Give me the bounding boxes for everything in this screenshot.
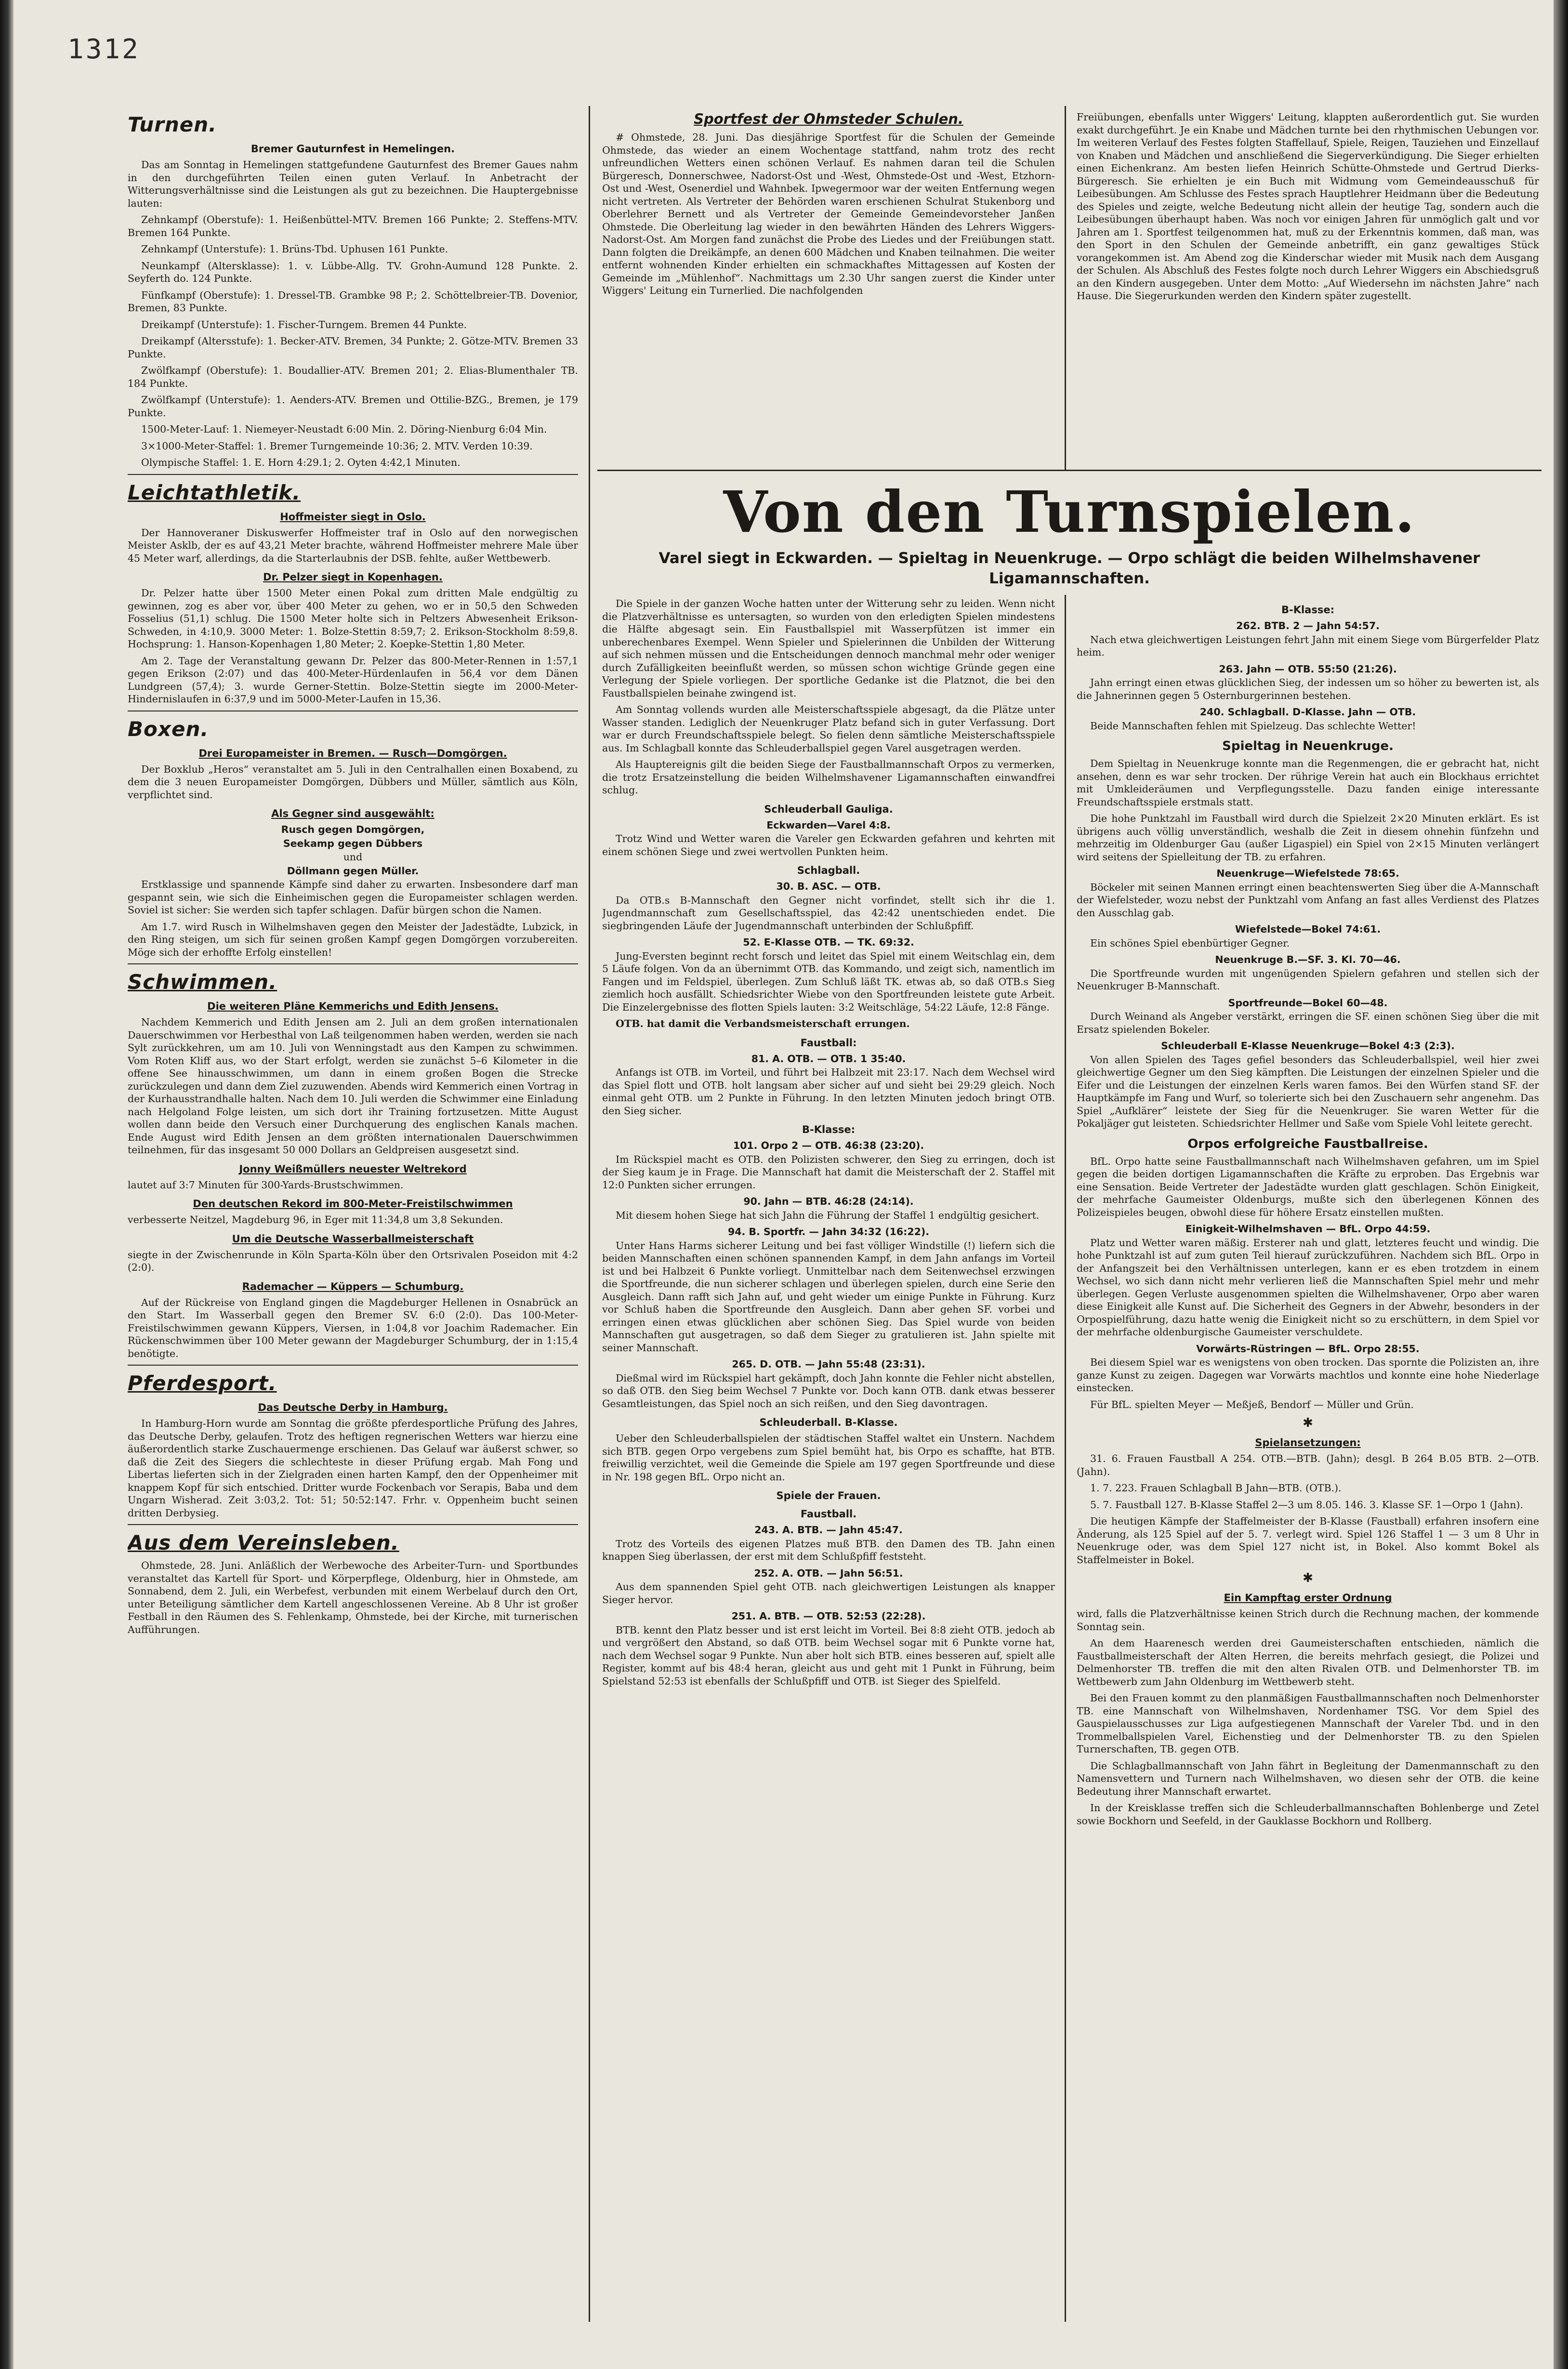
section-boxen-title: Boxen.	[128, 717, 209, 741]
match-result: 30. B. ASC. — OTB.	[776, 881, 881, 892]
schwimmen-subheading: Den deutschen Rekord im 800-Meter-Freistilschwimmen	[193, 1198, 513, 1210]
turnen-result: Fünfkampf (Oberstufe): 1. Dressel-TB. Grambke 98 P.; 2. Schöttelbreier-TB. Dovenior, Bremen, 83 Punkte.	[128, 289, 578, 314]
schwimmen-subheading: Jonny Weißmüllers neuester Weltrekord	[239, 1163, 467, 1175]
turnspiele-paragraph: Anfangs ist OTB. im Vorteil, und führt bei Halbzeit mit 23:17. Nach dem Wechsel wird das Spiel flott und OTB. holt langsam aber sicher auf und sieht bei 29:29 gleich. Noch einmal geht OTB. um 2 Punkte in Führung. In den letzten Minuten jedoch bringt OTB. den Sieg sicher.	[602, 1066, 1055, 1117]
match-result: Neuenkruge B.—SF. 3. Kl. 70—46.	[1215, 954, 1401, 965]
match-result: 240. Schlagball. D-Klasse. Jahn — OTB.	[1199, 706, 1416, 718]
boxen-opponents-heading: Als Gegner sind ausgewählt:	[271, 808, 435, 819]
turnspiele-paragraph: Die hohe Punktzahl im Faustball wird durch die Spielzeit 2×20 Minuten erklärt. Es ist übrigens auch völlig unverständlich, weshalb die Zeit in diesem ohnehin fünfzehn und mehrzeitig im Oldenburger Gau (außer Ligaspiel) ein Spiel von 2×15 Minuten verlängert wird seitens der Spielleitung der TB. zu erfahren.	[1077, 813, 1539, 863]
leichtathletik-sub-kopenhagen: Dr. Pelzer siegt in Kopenhagen.	[263, 571, 443, 583]
turnspiele-subtitle: Varel siegt in Eckwarden. — Spieltag in Neuenkruge. — Orpo schlägt die beiden Wilhelmshavener Ligamannschaften.	[659, 550, 1480, 587]
turnspiele-paragraph: BfL. Orpo hatte seine Faustballmannschaft nach Wilhelmshaven gefahren, um im Spiel gegen die beiden dortigen Ligamannschaften die Kräfte zu erproben. Das Ergebnis war eine Sensation. Beide Vertreter der Jadestädte wurden glatt geschlagen. Schön Einigkeit, der mehrfache Gaumeister Oldenburgs, mußte sich den überlegenen Können des Polizeispieles beugen, obwohl diese für höhere Ersatz einstellen mußten.	[1077, 1155, 1539, 1218]
turnspiele-paragraph: Nach etwa gleichwertigen Leistungen fehrt Jahn mit einem Siege vom Bürgerfelder Platz heim.	[1077, 633, 1539, 658]
turnspiele-title: Von den Turnspielen.	[723, 478, 1416, 545]
page-number: 1312	[67, 34, 140, 65]
match-result: 262. BTB. 2 — Jahn 54:57.	[1236, 620, 1380, 632]
match-result: 52. E-Klasse OTB. — TK. 69:32.	[743, 936, 914, 948]
turnspiele-paragraph: Bei diesem Spiel war es wenigstens von oben trocken. Das spornte die Polizisten an, ihre ganze Kunst zu zeigen. Dagegen war Vorwärts machtlos und konnte eine hohe Niederlage einstecken.	[1077, 1356, 1539, 1394]
turnspiele-heading: Orpos erfolgreiche Faustballreise.	[1187, 1136, 1428, 1151]
match-result: 251. A. BTB. — OTB. 52:53 (22:28).	[731, 1610, 926, 1622]
turnspiele-paragraph: Böckeler mit seinen Mannen erringt einen beachtenswerten Sieg über die A-Mannschaft der Wiefelsteder, wozu nebst der Punktzahl vom Anfang an fast alles Verdienst des Platzes den Ausschlag gab.	[1077, 881, 1539, 919]
boxen-pairing-and: und	[343, 851, 363, 863]
boxen-subheading: Drei Europameister in Bremen. — Rusch—Domgörgen.	[198, 747, 507, 759]
left-column	[128, 111, 578, 2327]
match-result: Wiefelstede—Bokel 74:61.	[1235, 923, 1381, 935]
turnspiele-heading: Faustball:	[800, 1037, 857, 1049]
turnspiele-heading: Faustball.	[800, 1508, 857, 1520]
turnspiele-header	[597, 470, 1542, 595]
match-result: 243. A. BTB. — Jahn 45:47.	[754, 1524, 903, 1536]
schwimmen-subheading: Um die Deutsche Wasserballmeisterschaft	[232, 1233, 474, 1245]
boxen-paragraph: Der Boxklub „Heros“ veranstaltet am 5. Juli in den Centralhallen einen Boxabend, zu dem die 3 neuen Europameister Domgörgen, Dübbers und Müller, sämtlich aus Köln, verpflichtet sind.	[128, 763, 578, 801]
turnspiele-paragraph: Ein schönes Spiel ebenbürtiger Gegner.	[1090, 937, 1290, 949]
turnspiele-paragraph: Die Spiele in der ganzen Woche hatten unter der Witterung sehr zu leiden. Wenn nicht die Platzverhältnisse es untersagten, so wurden von den erledigten Spielen mindestens die Hälfte abgesagt sein. Ein Faustballspiel mit Wasserpfützen ist immer ein unberechenbares Exempel. Wenn Spieler und Spielerinnen die Unbilden der Witterung auf sich nehmen müssen und die Entscheidungen dennoch manchmal mehr oder weniger durch Zufälligkeiten beeinflußt werden, so müssen schon wichtige Gründe gegen eine Verlegung der Spiele vorliegen. Der sportliche Gedanke ist die Platznot, die bei den Faustballspielen beinahe zwingend ist.	[602, 598, 1055, 699]
boxen-pairing: Rusch gegen Domgörgen,	[281, 824, 425, 835]
turnspiele-paragraph: Da OTB.s B-Mannschaft den Gegner nicht vorfindet, stellt sich ihr die 1. Jugendmannschaft zum Gesellschaftsspiel, das 42:42 unentschieden endet. Die siegbringenden Läufe der Jugendmannschaft unterbinden der Schlußpfiff.	[602, 894, 1055, 932]
turnspiele-paragraph: In der Kreisklasse treffen sich die Schleuderballmannschaften Bohlenberge und Zetel sowie Bockhorn und Seefeld, in der Gauklasse Bockhorn und Rollberg.	[1077, 1802, 1539, 1827]
match-result: 101. Orpo 2 — OTB. 46:38 (23:20).	[733, 1140, 924, 1151]
turnspiele-paragraph: Von allen Spielen des Tages gefiel besonders das Schleuderballspiel, weil hier zwei gleichwertige Gegner um den Sieg kämpften. Die Leistungen der einzelnen Spieler und die Eifer und die Leistungen der einzelnen Kerls waren famos. Bei den Würfen stand SF. der Hauptkämpfe im Fang und Wurf, so tolerierte sich bei den Zuschauern sehr angenehm. Das Spiel „Aufklärer“ leistete der Sieg für die Neuenkruger. Sie waren Wetter für die Pokaljäger gut leisteten. Schiedsrichter Hellmer und Saße vom Spiele Vohl leitete gerecht.	[1077, 1053, 1539, 1129]
turnspiele-paragraph: Unter Hans Harms sicherer Leitung und bei fast völliger Windstille (!) liefern sich die beiden Mannschaften einen schönen spannenden Kampf, in dem Jahn anfangs im Vorteil ist und bei Halbzeit 6 Punkte vorliegt. Unmittelbar nach dem Seitenwechsel erzwingen die Sportfreunde, die nun sicherer schlagen und überlegen spielen, durch eine Serie den Ausgleich. Dann rafft sich Jahn auf, und geht wieder um einige Punkte in Führung. Kurz vor Schluß haben die Sportfreunde den Ausgleich. Dann aber gehen SF. vorbei und erringen einen etwas glücklichen aber schönen Sieg. Das Spiel wurde von beiden Mannschaften gut ausgetragen, so daß dem Sieger zu gratulieren ist. Jahn spielte mit seiner Mannschaft.	[602, 1239, 1055, 1354]
match-result: 90. Jahn — BTB. 46:28 (24:14).	[743, 1196, 914, 1207]
scan-edge-left	[0, 0, 13, 2369]
section-schwimmen-title: Schwimmen.	[128, 970, 277, 994]
turnspiele-heading: Schleuderball Gauliga.	[764, 803, 893, 815]
boxen-pairing: Seekamp gegen Dübbers	[283, 837, 423, 849]
sportfest-article	[602, 111, 1055, 477]
turnspiele-paragraph: An dem Haarenesch werden drei Gaumeisterschaften entschieden, nämlich die Faustballmeisterschaft der Alten Herren, die bereits mehrfach gesiegt, die Polizei und Delmenhorster TB. treffen die mit den alten Rivalen OTB. und Delmenhorster TB. im Wettbewerb zum Jahn Oldenburg im Wettbewerb steht.	[1077, 1637, 1539, 1687]
turnspiele-heading: Spieltag in Neuenkruge.	[1222, 739, 1394, 753]
match-result: 252. A. OTB. — Jahn 56:51.	[754, 1567, 903, 1579]
turnspiele-paragraph: 1. 7. 223. Frauen Schlagball B Jahn—BTB. (OTB.).	[1090, 1482, 1342, 1494]
turnspiele-right-column	[1077, 597, 1539, 2327]
asterisk-separator: ✱	[1303, 1416, 1313, 1430]
section-leichtathletik-title: Leichtathletik.	[128, 480, 301, 504]
schwimmen-paragraph: lautet auf 3:7 Minuten für 300-Yards-Brustschwimmen.	[128, 1179, 404, 1191]
turnspiele-paragraph: Die Sportfreunde wurden mit ungenügenden Spielern gefahren und stellen sich der Neuenkruger B-Mannschaft.	[1077, 967, 1539, 992]
turnspiele-paragraph: Trotz Wind und Wetter waren die Vareler gen Eckwarden gefahren und kehrten mit einem schönen Siege und zwei wertvollen Punkten heim.	[602, 833, 1055, 857]
sportfest-title: Sportfest der Ohmsteder Schulen.	[694, 111, 963, 127]
divider	[128, 474, 578, 475]
schwimmen-paragraph: Auf der Rückreise von England gingen die Magdeburger Hellenen in Osnabrück an den Start. Im Wasserball gegen den Bremer SV. 6:0 (2:0). Das 100-Meter-Freistilschwimmen gewann Küppers, Viersen, in 1:04,8 vor Joachim Rademacher. Ein Rückenschwimmen über 100 Meter gewann der Magdeburger Schumburg, der in 1:15,4 benötigte.	[128, 1296, 578, 1359]
section-vereinsleben-title: Aus dem Vereinsleben.	[128, 1531, 399, 1554]
boxen-pairing: Döllmann gegen Müller.	[287, 865, 419, 877]
turnspiele-paragraph: Jung-Eversten beginnt recht forsch und leitet das Spiel mit einem Weitschlag ein, dem 5 Läufe folgen. Von da an übernimmt OTB. das Kommando, und zeigt sich, namentlich im Fangen und im Feldspiel, überlegen. Zum Schluß läßt TK. etwas ab, so daß OTB.s Sieg ziemlich hoch ausfällt. Schiedsrichter Wiebe von den Sportfreunden leistete gute Arbeit. Die Einzelergebnisse des flotten Spiels lauten: 3:2 Weitschläge, 54:22 Läufe, 12:8 Fänge.	[602, 950, 1055, 1013]
turnen-result: Dreikampf (Unterstufe): 1. Fischer-Turngem. Bremen 44 Punkte.	[141, 318, 467, 330]
match-result: 81. A. OTB. — OTB. 1 35:40.	[751, 1053, 906, 1065]
turnspiele-paragraph: Platz und Wetter waren mäßig. Ersterer nah und glatt, letzteres feucht und windig. Die hohe Punktzahl ist auf zum guten Teil hierauf zurückzuführen. Nachdem sich BfL. Orpo in der Anfangszeit bei den Verhältnissen unterlegen, kann er es eben trotzdem in einem Wechsel, wo sich dann nicht mehr verlieren ließ die Mannschaften Spiel mehr und mehr überlegen. Gegen Verluste ausgenommen spielten die Wilhelmshavener, Orpo aber waren diese Einigkeit alle Kunst auf. Die Sicherheit des Gegners in der Abwehr, besonders in der Orpospielführung, dazu hatte wenig die Einigkeit nicht so zu erschüttern, in dem Spiel vor der mehrfache oldenburgische Gaumeister verschuldete.	[1077, 1237, 1539, 1338]
sportfest-continuation	[1077, 111, 1539, 477]
turnspiele-heading: B-Klasse:	[1281, 604, 1334, 616]
boxen-paragraph: Am 1.7. wird Rusch in Wilhelmshaven gegen den Meister der Jadestädte, Lubzick, in den Ring steigen, um sich für seinen großen Kampf gegen Domgörgen vorzubereiten. Möge sich der erhoffte Erfolg einstellen!	[128, 921, 578, 958]
match-result: 265. D. OTB. — Jahn 55:48 (23:31).	[732, 1358, 925, 1370]
turnen-result: Zehnkampf (Unterstufe): 1. Brüns-Tbd. Uphusen 161 Punkte.	[141, 243, 448, 255]
column-rule-1	[589, 106, 590, 2322]
turnen-result: Zwölfkampf (Unterstufe): 1. Aenders-ATV. Bremen und Ottilie-BZG., Bremen, je 179 Punkte.	[128, 394, 578, 419]
turnspiele-paragraph: Dießmal wird im Rückspiel hart gekämpft, doch Jahn konnte die Fehler nicht abstellen, so daß OTB. den Sieg beim Wechsel 7 Punkte vor. Doch kann OTB. dank etwas besserer Gesamtleistungen, das Spiel noch an sich reißen, und den Sieg davontragen.	[602, 1372, 1055, 1409]
turnspiele-paragraph: Beide Mannschaften fehlen mit Spielzeug. Das schlechte Wetter!	[1090, 720, 1416, 732]
turnspiele-paragraph: BTB. kennt den Platz besser und ist erst leicht im Vorteil. Bei 8:8 zieht OTB. jedoch ab und vergrößert den Abstand, so daß OTB. beim Wechsel sogar mit 6 Punkte vorne hat, nach dem Wechsel sogar 9 Punkte. Nun aber holt sich BTB. eines besseren auf, spielt alle Register, kommt auf bis 48:4 heran, gleicht aus und geht mit 1 Punkt in Führung, beim Spielstand 52:53 ist ebenfalls der Schlußpfiff und OTB. ist Sieger des Spielfeld.	[602, 1624, 1055, 1687]
turnspiele-paragraph: Durch Weinand als Angeber verstärkt, erringen die SF. einen schönen Sieg über die mit Ersatz spielenden Bokeler.	[1077, 1011, 1539, 1035]
turnen-result: 3×1000-Meter-Staffel: 1. Bremer Turngemeinde 10:36; 2. MTV. Verden 10:39.	[141, 440, 533, 452]
turnen-result: Zehnkampf (Oberstufe): 1. Heißenbüttel-MTV. Bremen 166 Punkte; 2. Steffens-MTV. Bremen 164 Punkte.	[128, 214, 578, 238]
turnspiele-paragraph: wird, falls die Platzverhältnisse keinen Strich durch die Rechnung machen, der kommende Sonntag sein.	[1077, 1608, 1539, 1632]
asterisk-separator: ✱	[1303, 1571, 1313, 1585]
turnspiele-paragraph: Trotz des Vorteils des eigenen Platzes muß BTB. den Damen des TB. Jahn einen knappen Sieg überlassen, der erst mit dem Schlußpfiff feststeht.	[602, 1538, 1055, 1562]
turnspiele-paragraph: Jahn erringt einen etwas glücklichen Sieg, der indessen um so höher zu bewerten ist, als die Jahnerinnen gegen 5 Osternburgerinnen bestehen.	[1077, 677, 1539, 701]
turnspiele-paragraph: 31. 6. Frauen Faustball A 254. OTB.—BTB. (Jahn); desgl. B 264 B.05 BTB. 2—OTB. (Jahn).	[1077, 1453, 1539, 1477]
turnspiele-paragraph: Dem Spieltag in Neuenkruge konnte man die Regenmengen, die er gebracht hat, nicht ansehen, denn es war sehr trocken. Der rührige Verein hat auch ein Blockhaus errichtet mit Umkleideräumen und Verpflegungsstelle. Dazu fanden einige interessante Freundschaftsspiele erstmals statt.	[1077, 758, 1539, 808]
turnspiele-paragraph: Als Hauptereignis gilt die beiden Siege der Faustballmannschaft Orpos zu vermerken, die trotz Ersatzeinstellung die beiden Wilhelmshavener Ligamannschaften einwandfrei schlug.	[602, 759, 1055, 796]
turnspiele-paragraph: Mit diesem hohen Siege hat sich Jahn die Führung der Staffel 1 endgültig gesichert.	[616, 1209, 1040, 1221]
turnspiele-paragraph: Die heutigen Kämpfe der Staffelmeister der B-Klasse (Faustball) erfahren insofern eine Änderung, als 125 Spiel auf der 5. 7. verlegt wird. Spiel 126 Staffel 1 — 3 um 8 Uhr in Neuenkruge oder, was dem Spiel 127 nicht ist, in Bokel. Also kommt Bokel als Staffelmeister in Bokel.	[1077, 1515, 1539, 1566]
match-result: Eckwarden—Varel 4:8.	[766, 819, 891, 831]
turnspiele-paragraph: Ueber den Schleuderballspielen der städtischen Staffel waltet ein Unstern. Nachdem sich BTB. gegen Orpo vergebens zum Spiel bemüht hat, bis Orpo es schaffte, hat BTB. freiwillig verzichtet, weil die Gemeinde die Spiele am 197 gegen Sportfreunde und diese in Nr. 198 gegen BfL. Orpo nicht an.	[602, 1433, 1055, 1483]
turnspiele-heading: B-Klasse:	[802, 1124, 855, 1135]
turnen-result: 1500-Meter-Lauf: 1. Niemeyer-Neustadt 6:00 Min. 2. Döring-Nienburg 6:04 Min.	[141, 423, 547, 435]
turnspiele-heading: Ein Kampftag erster Ordnung	[1224, 1592, 1392, 1604]
turnen-intro: Das am Sonntag in Hemelingen stattgefundene Gauturnfest des Bremer Gaues nahm in den durchgeführten Teilen einen guten Verlauf. In Anbetracht der Witterungsverhältnisse sind die Leistungen als gut zu bezeichnen. Die Hauptergebnisse lauten:	[128, 159, 578, 209]
column-rule-2	[1065, 106, 1066, 2322]
turnen-result: Zwölfkampf (Oberstufe): 1. Boudallier-ATV. Bremen 201; 2. Elias-Blumenthaler TB. 184 Punkte.	[128, 365, 578, 389]
schwimmen-subheading: Rademacher — Küppers — Schumburg.	[242, 1280, 464, 1292]
divider	[128, 1524, 578, 1525]
section-pferdesport-title: Pferdesport.	[128, 1371, 277, 1395]
turnspiele-paragraph: 5. 7. Faustball 127. B-Klasse Staffel 2—3 um 8.05. 146. 3. Klasse SF. 1—Orpo 1 (Jahn).	[1090, 1499, 1523, 1511]
divider	[128, 963, 578, 964]
match-result: Einigkeit-Wilhelmshaven — BfL. Orpo 44:59.	[1185, 1223, 1431, 1235]
sportfest-paragraph: Freiübungen, ebenfalls unter Wiggers' Leitung, klappten außerordentlich gut. Sie wurden exakt durchgeführt. Je ein Knabe und Mädchen turnte bei den rhythmischen Uebungen vor. Im weiteren Verlauf des Festes folgten Staffellauf, Spiele, Reigen, Tauziehen und Einzellauf von Knaben und Mädchen und anschließend die Siegerverkündigung. Die Sieger erhielten einen Eichenkranz. Am besten liefen Heinrich Schütte-Ohmstede und Gertrud Dierks-Bürgeresch. Sie erhielten je ein Buch mit Widmung vom Gemeindeausschuß für Leibesübungen. Am Schlusse des Festes sprach Hauptlehrer Heidmann über die Bedeutung des Spieles und zeigte, welche Bedeutung nicht allein der heutige Tag, sondern auch die Leibesübungen überhaupt haben. Was noch vor einigen Jahren für unmöglich galt und vor Jahren am 1. Sportfest teilgenommen hat, muß zu der Erkenntnis kommen, daß man, was den Sport in den Schulen der Gemeinde anbetrifft, ein ganz gewaltiges Stück vorangekommen ist. Am Abend zog die Kinderschar wieder mit Musik nach dem Ausgang der Schulen. Als Abschluß des Festes folgte noch durch Lehrer Wiggers ein Abschiedsgruß an den Kindern ausgegeben. Unter dem Motto: „Auf Wiedersehn im nächsten Jahre“ nach Hause. Die Siegerurkunden werden den Kindern später zugestellt.	[1077, 111, 1539, 302]
turnen-result: Neunkampf (Altersklasse): 1. v. Lübbe-Allg. TV. Grohn-Aumund 128 Punkte. 2. Seyferth do. 124 Punkte.	[128, 260, 578, 284]
turnen-result: Dreikampf (Altersstufe): 1. Becker-ATV. Bremen, 34 Punkte; 2. Götze-MTV. Bremen 33 Punkte.	[128, 335, 578, 360]
turnspiele-paragraph: Die Schlagballmannschaft von Jahn fährt in Begleitung der Damenmannschaft zu den Namensvettern und Turnern nach Wilhelmshaven, wo diesen sehr der OTB. die keine Bedeutung ihrer Mannschaft erwartet.	[1077, 1760, 1539, 1797]
sportfest-paragraph: # Ohmstede, 28. Juni. Das diesjährige Sportfest für die Schulen der Gemeinde Ohmstede, das wieder an einem Wochentage stattfand, nahm trotz des recht unfreundlichen Wetters einen schönen Verlauf. Es nahmen daran teil die Schulen Bürgeresch, Donnerschwee, Nadorst-Ost und -West, Ohmstede-Ost und -West, Etzhorn-Ost und -West, Osenerdiel und Wahnbek. Ipwegermoor war der weiten Entfernung wegen nicht vertreten. Als Vertreter der Behörden waren erschienen Schulrat Stukenborg und Oberlehrer Bernett und als Vertreter der Gemeinde Gemeindevorsteher Janßen Ohmstede. Die Oberleitung lag wieder in den bewährten Händen des Lehrers Wiggers-Nadorst-Ost. Am Morgen fand zunächst die Probe des Liedes und der Freiübungen statt. Dann folgten die Dreikämpfe, an denen 600 Mädchen und Knaben teilnahmen. Die weiter entfernt wohnenden Kinder erhielten ein schmackhaftes Mittagessen auf Kosten der Gemeinde im „Mühlenhof“. Nachmittags um 2.30 Uhr sangen zuerst die Kinder unter Wiggers' Leitung ein Turnerlied. Die nachfolgenden	[602, 132, 1055, 296]
match-result: Sportfreunde—Bokel 60—48.	[1228, 997, 1388, 1009]
turnspiele-mid-column	[602, 597, 1055, 2327]
leichtathletik-paragraph: Der Hannoveraner Diskuswerfer Hoffmeister traf in Oslo auf den norwegischen Meister Asklb, der es auf 43,21 Meter brachte, während Hoffmeister mehrere Male über 45 Meter warf, allerdings, da die Starterlaubnis der DSB. fehlte, außer Wettbewerb.	[128, 526, 578, 564]
leichtathletik-sub-oslo: Hoffmeister siegt in Oslo.	[280, 511, 426, 523]
turnspiele-heading: Spiele der Frauen.	[776, 1490, 881, 1501]
schwimmen-paragraph: Nachdem Kemmerich und Edith Jensen am 2. Juli an dem großen internationalen Dauerschwimmen vor Herbesthal von Laß teilgenommen haben werden, werden sie nach Sylt zurückkehren, um am 10. Juli von Wenningstadt aus den Kampen zu schwimmen. Vom Roten Kliff aus, wo der Start erfolgt, werden sie zunächst 5–6 Kilometer in die offene See hinausschwimmen, um dann in einem großen Bogen die Strecke zurückzulegen und dann dem Ziel zuzuwenden. Abends wird Kemmerich einen Vortrag in der Kurhausstrandhalle halten. Nach dem 10. Juli werden die Schwimmer eine Einladung nach Helgoland Folge leisten, um sich dort ihr Training fortzusetzen. Mitte August wollen dann beide den Versuch einer Durchquerung des englischen Kanals machen. Ende August wird Edith Jensen an dem größten internationalen Dauerschwimmen teilnehmen, für das insgesamt 50 000 Dollars an Geldpreisen ausgesetzt sind.	[128, 1016, 578, 1156]
schwimmen-paragraph: siegte in der Zwischenrunde in Köln Sparta-Köln über den Ortsrivalen Poseidon mit 4:2 (2:0).	[128, 1249, 578, 1273]
turnen-subheading: Bremer Gauturnfest in Hemelingen.	[250, 143, 455, 155]
divider	[597, 470, 1542, 471]
boxen-paragraph: Erstklassige und spannende Kämpfe sind daher zu erwarten. Insbesondere darf man gespannt sein, wie sich die Einheimischen gegen die Europameister schlagen werden. Soviel ist sicher: Sie werden sich tapfer schlagen. Dafür bürgen schon die Namen.	[128, 879, 578, 916]
turnspiele-heading: Schlagball.	[797, 865, 860, 876]
vereinsleben-paragraph: Ohmstede, 28. Juni. Anläßlich der Werbewoche des Arbeiter-Turn- und Sportbundes veranstaltet das Kartell für Sport- und Körperpflege, Oldenburg, hier in Ohmstede, am Sonnabend, dem 2. Juli, ein Werbefest, verbunden mit einem Werbelauf durch den Ort, unter Beteiligung sämtlicher dem Kartell angeschlossenen Vereine. Ab 8 Uhr ist großer Festball in den Räumen des S. Fehlenkamp, Ohmstede, bei der Kirche, mit turnerischen Aufführungen.	[128, 1560, 578, 1635]
turnspiele-paragraph: Aus dem spannenden Spiel geht OTB. nach gleichwertigen Leistungen als knapper Sieger hervor.	[602, 1581, 1055, 1606]
turnspiele-heading: Spielansetzungen:	[1255, 1437, 1361, 1448]
match-result: 94. B. Sportfr. — Jahn 34:32 (16:22).	[727, 1226, 930, 1237]
section-turnen-title: Turnen.	[128, 113, 217, 136]
turnspiele-paragraph: Bei den Frauen kommt zu den planmäßigen Faustballmannschaften noch Delmenhorster TB. eine Mannschaft von Wilhelmshaven, Nordenhamer TSG. Vor dem Spiel des Gauspielausschusses zur Liga aufgestiegenen Mannschaft der Vareler Tbd. und in den Trommelballspielen Varel, Eichenstieg und der Delmenhorster TB. zu den Spielen Turnerschaften, TB. gegen OTB.	[1077, 1692, 1539, 1755]
pferdesport-subheading: Das Deutsche Derby in Hamburg.	[258, 1402, 448, 1413]
leichtathletik-paragraph: Dr. Pelzer hatte über 1500 Meter einen Pokal zum dritten Male endgültig zu gewinnen, zog es aber vor, über 400 Meter zu gehen, wo er in 50,5 den Schweden Fosselius (51,1) schlug. Die 1500 Meter holte sich in Peltzers Abwesenheit Erikson-Schweden, in 4:10,9. 3000 Meter: 1. Bolze-Stettin 8:59,7; 2. Erikson-Stockholm 8:59,8. Hochsprung: 1. Hanson-Kopenhagen 1,80 Meter; 2. Koepke-Stettin 1,80 Meter.	[128, 587, 578, 650]
leichtathletik-paragraph: Am 2. Tage der Veranstaltung gewann Dr. Pelzer das 800-Meter-Rennen in 1:57,1 gegen Erikson (2:07) und das 400-Meter-Hürdenlaufen in 56,4 vor dem Dänen Lundgreen (57,4); 3. wurde Gerner-Stettin. Bolze-Stettin siegte im 2000-Meter-Hindernislaufen in 6:37,9 und im 5000-Meter-Laufen in 15,36.	[128, 655, 578, 705]
schwimmen-paragraph: verbesserte Neitzel, Magdeburg 96, in Eger mit 11:34,8 um 3,8 Sekunden.	[128, 1214, 503, 1225]
turnspiele-paragraph: Am Sonntag vollends wurden alle Meisterschaftsspiele abgesagt, da die Plätze unter Wasser standen. Lediglich der Neuenkruger Platz befand sich in guter Verfassung. Dort war er durch Freundschaftsspiele belegt. So fielen denn sämtliche Meisterschaftsspiele aus. Im Schlagball konnte das Schleuderballspiel gegen Varel ausgetragen werden.	[602, 704, 1055, 754]
match-result: Vorwärts-Rüstringen — BfL. Orpo 28:55.	[1196, 1342, 1420, 1355]
turnen-result: Olympische Staffel: 1. E. Horn 4:29.1; 2. Oyten 4:42,1 Minuten.	[141, 457, 461, 468]
turnspiele-paragraph: Für BfL. spielten Meyer — Meßjeß, Bendorf — Müller und Grün.	[1090, 1398, 1414, 1410]
turnspiele-heading: Schleuderball. B-Klasse.	[759, 1417, 898, 1428]
scan-edge-right	[1554, 0, 1568, 2369]
turnspiele-paragraph: OTB. hat damit die Verbandsmeisterschaft errungen.	[616, 1018, 910, 1029]
schwimmen-subheading: Die weiteren Pläne Kemmerichs und Edith Jensens.	[207, 1000, 499, 1012]
match-result: Neuenkruge—Wiefelstede 78:65.	[1216, 868, 1399, 879]
pferdesport-paragraph: In Hamburg-Horn wurde am Sonntag die größte pferdesportliche Prüfung des Jahres, das Deutsche Derby, gelaufen. Trotz des heftigen regnerischen Wetters war hierzu eine äußerordentlich starke Zuschauermenge erschienen. Das Gelauf war äußerst schwer, so daß die Zeit des Siegers die schlechteste in dieser Prüfung ergab. Mah Fong und Libertas lieferten sich in der Zielgraden einen harten Kampf, den der Oppenheimer mit knappem Kopf für sich entschied. Dritter wurde Fockenbach vor Serapis, Baba und dem Ungarn Wisherad. Zeit 3:03,2. Tot: 51; 50:52:147. Frhr. v. Oppenheim bucht seinen dritten Derbysieg.	[128, 1418, 578, 1519]
match-result: Schleuderball E-Klasse Neuenkruge—Bokel 4:3 (2:3).	[1161, 1040, 1455, 1052]
match-result: 263. Jahn — OTB. 55:50 (21:26).	[1219, 663, 1397, 675]
turnspiele-paragraph: Im Rückspiel macht es OTB. den Polizisten schwerer, den Sieg zu erringen, doch ist der Sieg kaum je in Frage. Die Mannschaft hat damit die Meisterschaft der 2. Staffel mit 12:0 Punkten sicher errungen.	[602, 1153, 1055, 1191]
divider	[128, 1365, 578, 1366]
